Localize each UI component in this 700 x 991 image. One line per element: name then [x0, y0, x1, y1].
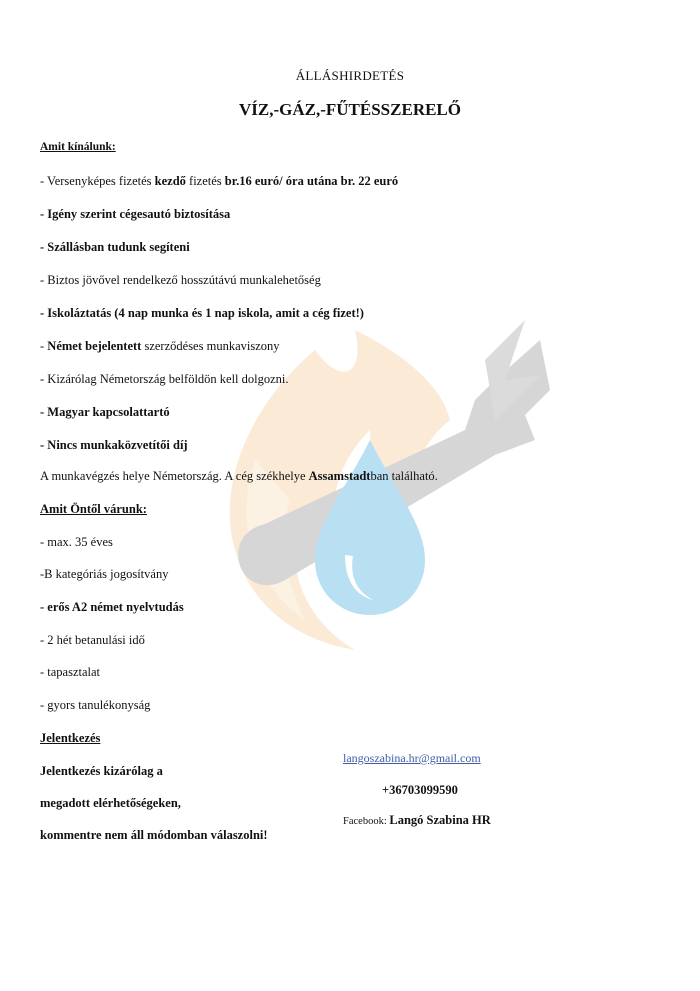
offer-salary-line — [40, 174, 398, 189]
contact-facebook — [343, 813, 563, 828]
expect-language-line — [40, 600, 184, 615]
offer-germany-line: - Kizárólag Németország belföldön kell dolgozni. — [40, 372, 289, 386]
offer-longterm-line: - Biztos jövővel rendelkező hosszútávú munkalehetőség — [40, 273, 321, 287]
facebook-name: Langó Szabina HR — [389, 813, 491, 827]
offer-school-text: - Iskoláztatás (4 nap munka és 1 nap iskola, amit a cég fizet!) — [40, 306, 364, 320]
work-location-suffix: ban található. — [370, 469, 438, 483]
apply-text-1-bold: Jelentkezés kizárólag a — [40, 764, 163, 778]
page-title: VÍZ,-GÁZ,-FŰTÉSSZERELŐ — [239, 100, 461, 119]
offer-car-line — [40, 207, 230, 222]
apply-text-3-bold: kommentre nem áll módomban válaszolni! — [40, 828, 268, 842]
expect-experience-line: - tapasztalat — [40, 665, 101, 679]
apply-text-2 — [40, 796, 181, 811]
expect-age-line: - max. 35 éves — [40, 535, 113, 549]
offer-contract-rest: szerződéses munkaviszony — [141, 339, 280, 353]
expect-language-text: - erős A2 német nyelvtudás — [40, 600, 184, 614]
offer-heading: Amit kínálunk: — [40, 141, 116, 153]
offer-housing-line — [40, 240, 190, 255]
offer-contact-person-line — [40, 405, 170, 420]
work-location-line — [40, 469, 438, 484]
offer-salary-amount: br.16 euró/ óra utána br. 22 euró — [224, 174, 399, 188]
offer-contract-dash: - — [40, 339, 48, 353]
contact-email-link[interactable]: langoszabina.hr@gmail.com — [343, 751, 481, 765]
expect-training-line: - 2 hét betanulási idő — [40, 633, 145, 647]
offer-salary-start: kezdő — [154, 174, 186, 188]
offer-car-text: - Igény szerint cégesautó biztosítása — [40, 207, 231, 221]
offer-contract-line — [40, 339, 280, 354]
offer-contract-bold: Német bejelentett — [47, 339, 142, 353]
work-location-city: Assamstadt — [308, 469, 371, 483]
offer-housing-text: - Szállásban tudunk segíteni — [40, 240, 190, 254]
offer-contact-person-text: - Magyar kapcsolattartó — [40, 405, 170, 419]
expect-license-line: -B kategóriás jogosítvány — [40, 567, 169, 581]
expect-heading: Amit Öntől várunk: — [40, 502, 147, 516]
work-location-prefix: A munkavégzés helye Németország. A cég székhelye — [40, 469, 309, 483]
apply-text-3 — [40, 828, 268, 843]
apply-text-1 — [40, 764, 163, 779]
expect-learning-line: - gyors tanulékonyság — [40, 698, 151, 712]
offer-school-line — [40, 306, 364, 321]
apply-text-2-bold: megadott elérhetőségeken, — [40, 796, 181, 810]
offer-no-fee-text: - Nincs munkaközvetítői díj — [40, 438, 188, 452]
offer-salary-prefix: - Versenyképes fizetés — [40, 174, 155, 188]
page-overtitle: ÁLLÁSHIRDETÉS — [295, 68, 405, 83]
apply-heading: Jelentkezés — [40, 731, 101, 745]
plumbing-logo-watermark — [195, 320, 550, 660]
facebook-label: Facebook: — [343, 816, 390, 827]
contact-phone: +36703099590 — [382, 783, 458, 797]
offer-no-fee-line — [40, 438, 188, 453]
offer-salary-mid: fizetés — [185, 174, 225, 188]
